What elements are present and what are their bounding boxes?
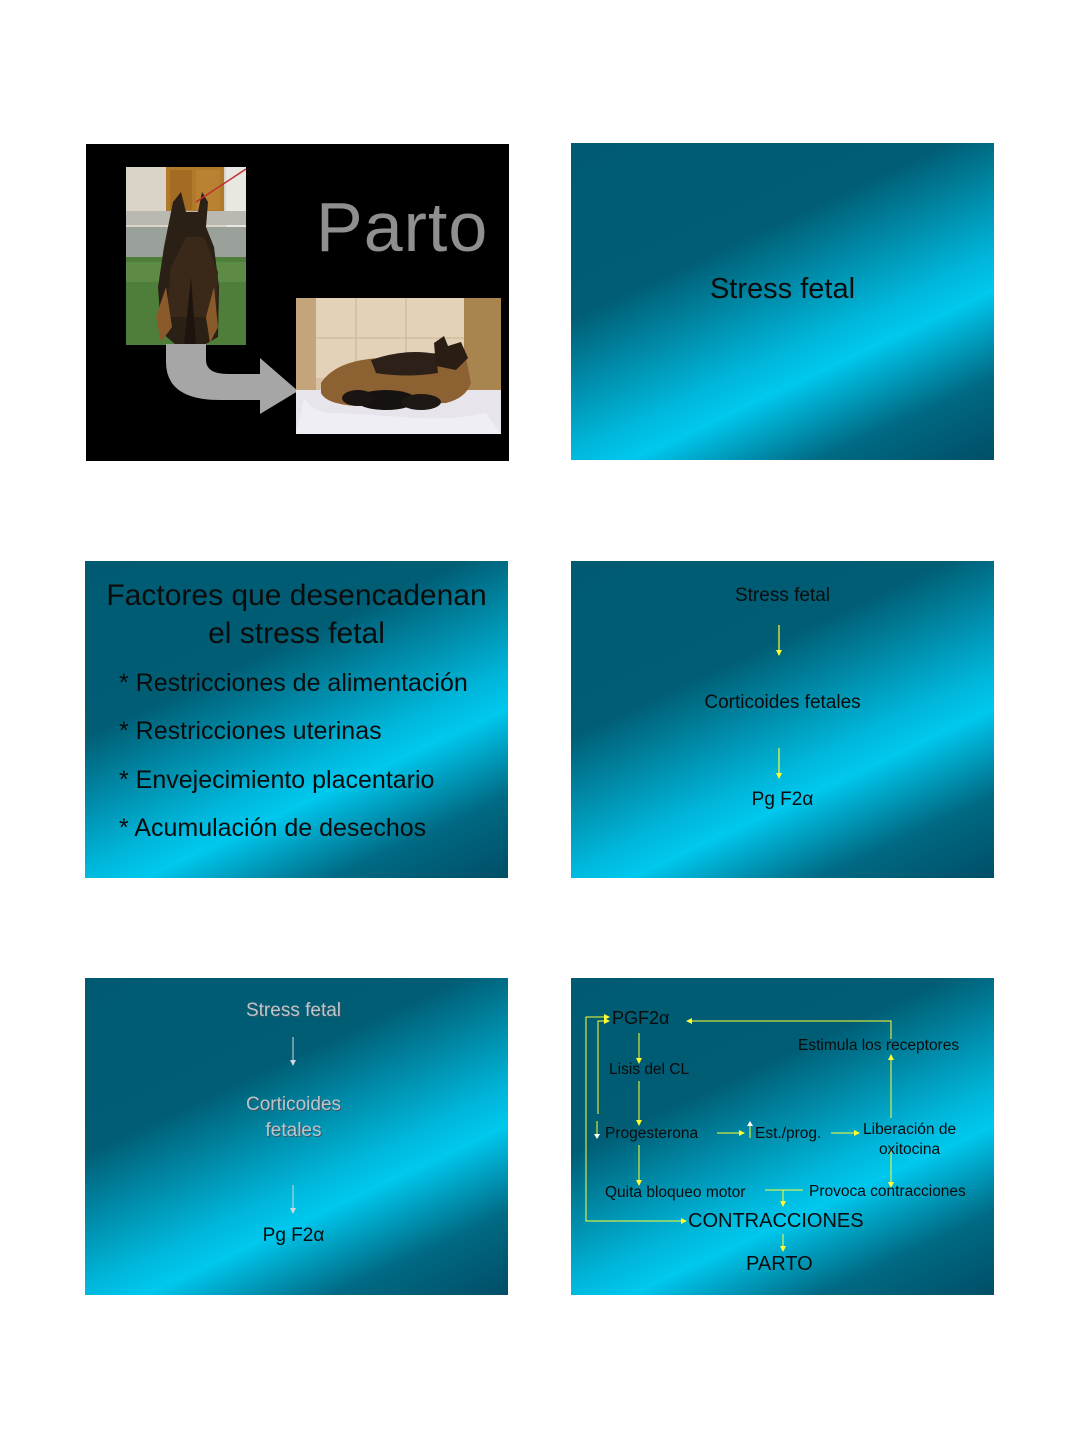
node-lisis-cl: Lisis del CL [609, 1061, 690, 1078]
node-parto: PARTO [746, 1253, 813, 1275]
node-liberacion-line2: oxitocina [878, 1141, 941, 1158]
slide-stress-fetal [571, 143, 994, 460]
slide-cascade-faded [85, 978, 508, 1295]
flow-step-corticoides [85, 1092, 502, 1144]
flow-step-pgf2a: Pg F2α [262, 1225, 325, 1246]
list-item: * Acumulación de desechos [119, 814, 427, 842]
curved-arrow-icon [164, 344, 304, 421]
flow-step-corticoides-line2: fetales [265, 1120, 322, 1141]
slide-parto [86, 144, 509, 461]
flow-step-corticoides: Corticoides fetales [704, 692, 861, 713]
node-contracciones: CONTRACCIONES [688, 1210, 864, 1232]
flow-step-pgf2a: Pg F2α [751, 789, 814, 810]
node-provoca-contracciones: Provoca contracciones [809, 1183, 966, 1200]
node-liberacion-line1: Liberación de [863, 1121, 957, 1138]
list-item: * Restricciones de alimentación [119, 669, 468, 697]
arrow-down-icon [774, 748, 784, 780]
slide-feedback-diagram [571, 978, 994, 1295]
arrow-down-icon [288, 1185, 298, 1215]
arrow-down-icon [774, 625, 784, 657]
title-line-2: el stress fetal [208, 617, 385, 650]
flow-step-stress: Stress fetal [734, 585, 831, 606]
slide-cascade [571, 561, 994, 878]
node-liberacion-oxitocina [863, 1120, 956, 1160]
photo-german-shepherd-with-puppies [296, 298, 501, 434]
slide-title [85, 577, 508, 653]
flow-step-corticoides-line1: Corticoides [245, 1094, 342, 1115]
node-quita-bloqueo: Quita bloqueo motor [605, 1184, 746, 1201]
flow-step-stress: Stress fetal [245, 1000, 342, 1021]
node-pgf2a: PGF2α [612, 1008, 670, 1028]
slide-title: Stress fetal [709, 273, 856, 305]
node-est-prog: Est./prog. [755, 1125, 822, 1142]
node-progesterona: Progesterona [605, 1125, 699, 1142]
list-item: * Restricciones uterinas [119, 717, 382, 745]
list-item: * Envejecimiento placentario [119, 766, 435, 794]
node-estimula-receptores: Estimula los receptores [798, 1037, 960, 1054]
arrow-down-icon [288, 1037, 298, 1067]
title-line-1: Factores que desencadenan [106, 579, 487, 612]
slide-factores [85, 561, 508, 878]
photo-german-shepherd-back [126, 167, 246, 345]
slide-title: Parto [316, 188, 489, 266]
